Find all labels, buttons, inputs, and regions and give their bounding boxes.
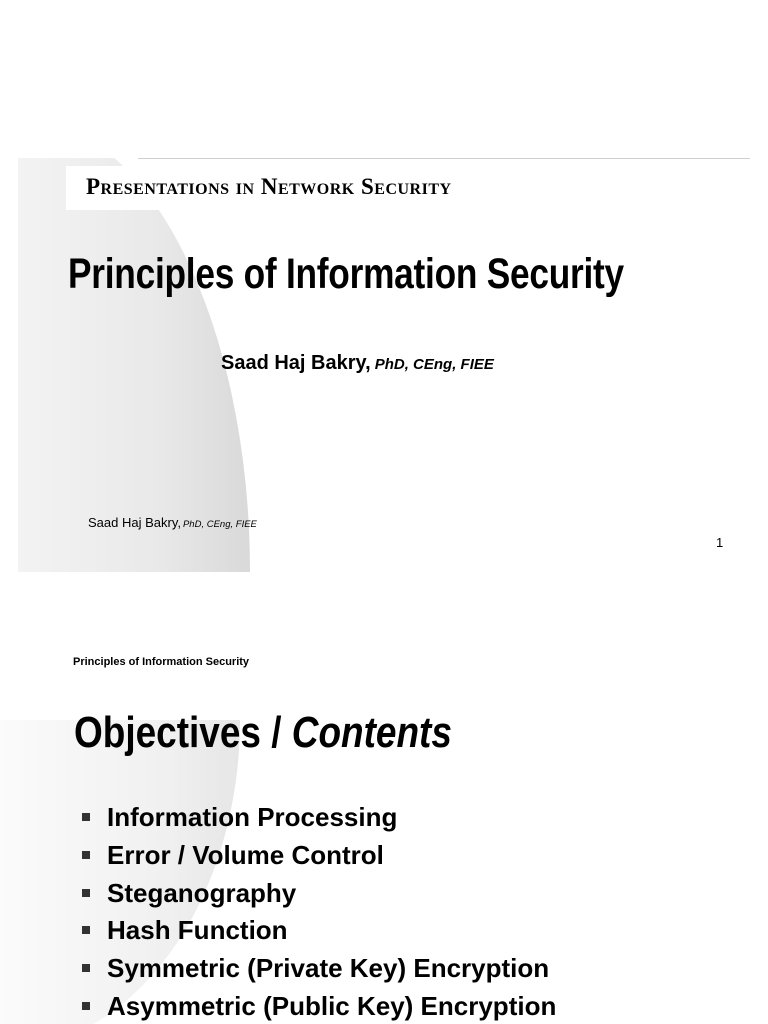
list-item-text: Error / Volume Control [107, 839, 384, 870]
author-name: Saad Haj Bakry, [221, 352, 371, 374]
footer-author-name: Saad Haj Bakry, [88, 515, 181, 530]
list-item-text: Steganography [107, 877, 297, 908]
list-item [80, 949, 556, 987]
list-item-text: Symmetric (Private Key) Encryption [107, 953, 550, 984]
footer-author [88, 515, 257, 530]
header-rule [138, 158, 750, 159]
background-notch [18, 118, 138, 158]
bullet-list [80, 798, 556, 1024]
list-item [80, 911, 556, 949]
slide-main-title: Principles of Information Security [68, 250, 624, 298]
list-item-text: Asymmetric (Public Key) Encryption [107, 990, 557, 1021]
slide-title [74, 708, 452, 758]
square-bullet-icon [82, 964, 90, 972]
square-bullet-icon [82, 1002, 90, 1010]
square-bullet-icon [82, 851, 90, 859]
author-credentials: PhD, CEng, FIEE [374, 356, 494, 373]
list-item [80, 798, 556, 836]
list-item [80, 836, 556, 874]
square-bullet-icon [82, 926, 90, 934]
slide-header: Principles of Information Security [73, 656, 250, 668]
author-line [221, 352, 494, 375]
list-item [80, 987, 556, 1024]
series-title: Presentations in Network Security [86, 174, 452, 199]
slide-title-main: Objectives / [74, 708, 292, 757]
list-item [80, 874, 556, 912]
list-item-text: Information Processing [107, 802, 398, 832]
slide-title-italic: Contents [291, 708, 452, 757]
footer-author-credentials: PhD, CEng, FIEE [182, 519, 257, 530]
page-number: 1 [716, 535, 724, 550]
slide-objectives [0, 590, 768, 1024]
list-item-text: Hash Function [107, 915, 288, 946]
square-bullet-icon [82, 813, 90, 821]
square-bullet-icon [82, 889, 90, 897]
